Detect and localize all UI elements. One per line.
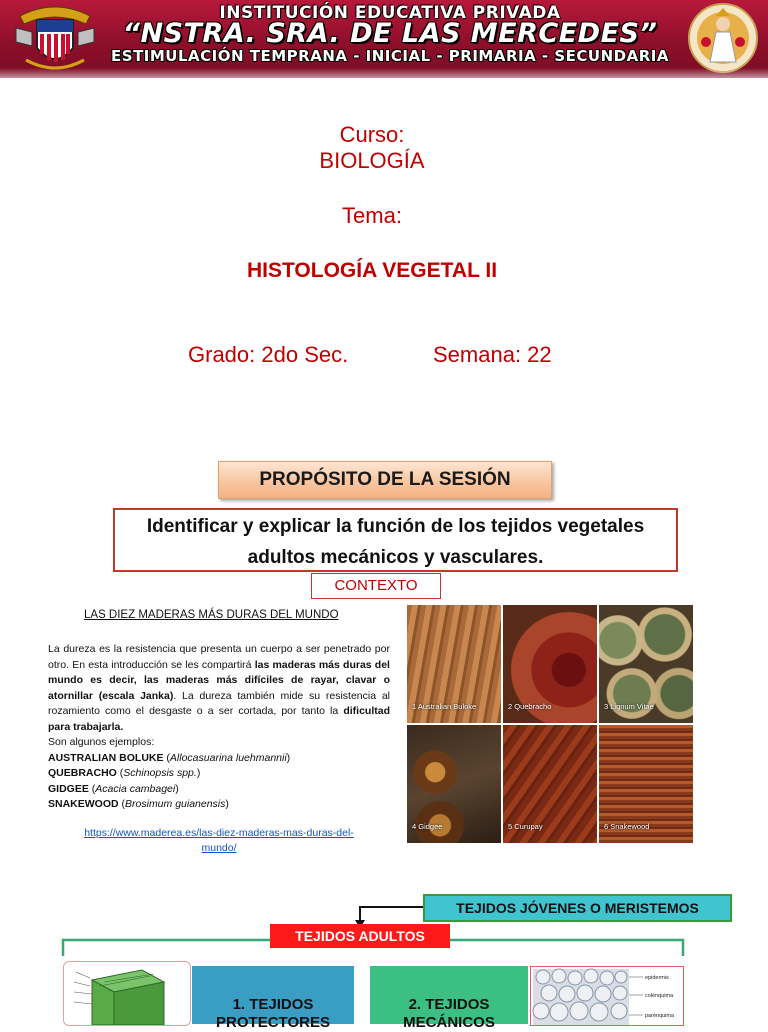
adult-tissues-label: TEJIDOS ADULTOS	[295, 928, 425, 944]
body-text: . La dureza también mide su resistencia al rozamiento como el desgaste o a ser cortada, por tanto la	[48, 689, 390, 717]
protective-tissues-label: 1. TEJIDOS PROTECTORES	[216, 996, 330, 1031]
grade-text: Grado: 2do Sec.	[188, 342, 349, 367]
body-bold-text: las maderas más duras del mundo es decir, las maderas más difíciles de rayar, clavar o atornillar (escala Janka)	[48, 658, 390, 702]
week-text: Semana: 22	[433, 342, 552, 367]
wood-caption: 6 Snakewood	[604, 822, 650, 831]
thumb-label: parénquima	[645, 1013, 675, 1019]
wood-image-australian-buloke	[407, 605, 501, 723]
mechanical-tissues-box	[370, 966, 528, 1031]
session-objective-box	[113, 508, 678, 572]
wood-caption: 1 Australian Buloke	[412, 702, 477, 711]
examples-intro: Son algunos ejemplos:	[48, 736, 155, 748]
epidermis-illustration	[63, 961, 191, 1026]
virgin-mercedes-emblem	[686, 2, 760, 74]
institution-levels: ESTIMULACIÓN TEMPRANA - INICIAL - PRIMARIA - SECUNDARIA	[111, 47, 669, 65]
objective-line-2: adultos mecánicos y vasculares.	[247, 547, 544, 568]
institution-name: “NSTRA. SRA. DE LAS MERCEDES”	[122, 18, 658, 49]
thumb-label: epidermis	[645, 975, 669, 981]
body-bold-text: dificultad para trabajarla.	[48, 705, 390, 733]
collenchyma-illustration	[530, 966, 684, 1026]
source-link-line-1[interactable]: https://www.maderea.es/las-diez-maderas-mas-duras-del-	[84, 827, 354, 839]
hardwoods-image-grid	[407, 605, 693, 845]
meristem-tissues-box	[423, 894, 732, 922]
wood-caption: 5 Curupay	[508, 822, 543, 831]
wood-image-gidgee	[407, 725, 501, 843]
school-crest-logo	[12, 2, 98, 74]
institution-type: INSTITUCIÓN EDUCATIVA PRIVADA	[219, 3, 561, 23]
example-item: QUEBRACHO (Schinopsis spp.)	[48, 767, 201, 779]
objective-line-1: Identificar y explicar la función de los tejidos vegetales	[146, 516, 645, 537]
example-item: AUSTRALIAN BOLUKE (Allocasuarina luehmannii)	[48, 751, 291, 764]
wood-image-quebracho	[503, 605, 597, 723]
wood-image-lignum-vitae	[599, 605, 693, 723]
source-link[interactable]	[48, 826, 390, 856]
session-purpose-title: PROPÓSITO DE LA SESIÓN	[259, 469, 511, 490]
course-label: Curso:	[339, 122, 405, 147]
woods-article-body	[48, 642, 390, 813]
body-text: La dureza es la resistencia que presenta un cuerpo a ser penetrado por otro. En esta introducción se les compartirá	[48, 643, 390, 671]
protective-tissues-box	[192, 966, 354, 1031]
mechanical-tissues-label: 2. TEJIDOS MECÁNICOS	[403, 996, 495, 1031]
header-banner	[0, 0, 768, 78]
source-link-line-2[interactable]: mundo/	[201, 842, 237, 854]
context-label: CONTEXTO	[334, 577, 418, 594]
wood-image-curupay	[503, 725, 597, 843]
topic-title: HISTOLOGÍA VEGETAL II	[246, 259, 498, 282]
example-item: SNAKEWOOD (Brosimum guianensis)	[48, 798, 229, 810]
wood-caption: 4 Gidgee	[412, 822, 443, 831]
session-purpose-heading	[218, 461, 552, 499]
context-heading	[311, 573, 441, 599]
woods-article-title: LAS DIEZ MADERAS MÁS DURAS DEL MUNDO	[84, 609, 339, 621]
meristem-tissues-label: TEJIDOS JÓVENES O MERISTEMOS	[456, 900, 699, 916]
thumb-label: colénquima	[645, 993, 674, 999]
collenchyma-cell-drawing	[531, 967, 683, 1025]
example-item: GIDGEE (Acacia cambagei)	[48, 782, 179, 795]
wood-image-snakewood	[599, 725, 693, 843]
adult-tissues-box	[270, 924, 450, 948]
wood-caption: 2 Quebracho	[508, 702, 552, 711]
epidermis-cell-drawing	[64, 962, 190, 1025]
course-name: BIOLOGÍA	[319, 148, 425, 173]
topic-label: Tema:	[342, 203, 402, 228]
wood-caption: 3 Lignum Vitae	[604, 702, 654, 711]
